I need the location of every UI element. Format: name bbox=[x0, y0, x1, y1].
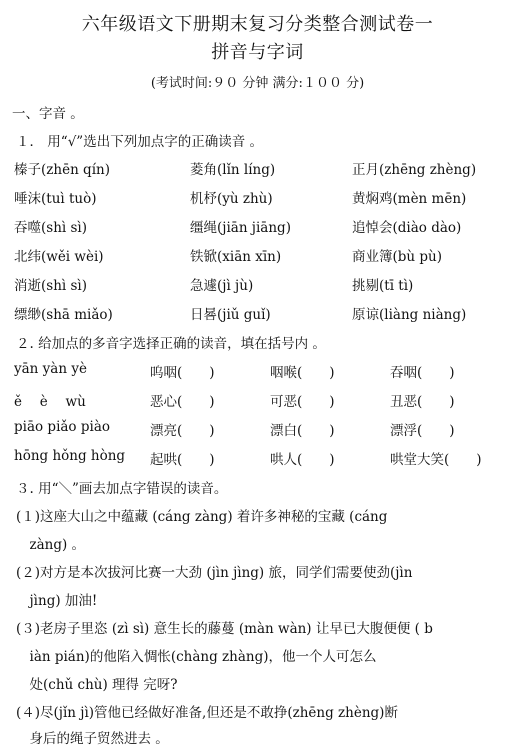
q3-line: jìng) 加油! bbox=[16, 593, 98, 609]
q2-pinyin: yān yàn yè bbox=[14, 361, 87, 377]
q2-item: 起哄( ) bbox=[150, 452, 215, 468]
q1-item: 消逝(shì sì) bbox=[14, 278, 88, 294]
q1-item: 北纬(wěi wèi) bbox=[14, 249, 104, 265]
q2-item: 吞咽( ) bbox=[390, 365, 455, 381]
q1-row bbox=[14, 274, 515, 294]
q2-row bbox=[14, 361, 510, 381]
q1-item: 挑剔(tī tì) bbox=[352, 278, 414, 294]
q3-line: zàng) 。 bbox=[16, 537, 86, 553]
q2-item: 哄人( ) bbox=[270, 452, 335, 468]
exam-info: (考试时间:９０ 分钟 满分:１００ 分) bbox=[150, 76, 365, 91]
q3-line: iàn pián)的他陷入惆怅(chàng zhàng)，他一个人可怎么 bbox=[16, 649, 377, 665]
question-1-label: １． 用“√”选出下列加点字的正确读音 。 bbox=[16, 134, 263, 150]
q1-row bbox=[14, 303, 515, 323]
q2-item: 漂亮( ) bbox=[150, 423, 215, 439]
section-heading: 一、字音 。 bbox=[12, 106, 84, 122]
q2-item: 可恶( ) bbox=[270, 394, 335, 410]
q1-item: 追悼会(diào dào) bbox=[352, 220, 462, 236]
question-2-label: ２. 给加点的多音字选择正确的读音，填在括号内 。 bbox=[16, 336, 326, 352]
q3-line: 处(chǔ chù) 理得 完呀? bbox=[16, 677, 178, 693]
q3-line: 身后的绳子贸然进去 。 bbox=[16, 731, 169, 747]
q1-item: 铁锨(xiān xīn) bbox=[190, 249, 282, 265]
q1-item: 机杼(yù zhù) bbox=[190, 191, 273, 207]
q2-item: 漂浮( ) bbox=[390, 423, 455, 439]
q3-line: (１)这座大山之中蕴藏 (cáng zàng) 着许多神秘的宝藏 (cáng bbox=[16, 509, 388, 525]
q2-row bbox=[14, 419, 510, 439]
q1-item: 正月(zhēng zhèng) bbox=[352, 162, 477, 178]
q1-row bbox=[14, 245, 515, 265]
q2-pinyin: ě è wù bbox=[14, 394, 86, 410]
question-3-label: ３. 用“＼”画去加点字错误的读音。 bbox=[16, 481, 228, 497]
q2-row bbox=[14, 390, 510, 410]
q3-line: (２)对方是本次拔河比赛一大劲 (jìn jìng) 旅，同学们需要使劲(jìn bbox=[16, 565, 413, 581]
q1-item: 商业簿(bù pù) bbox=[352, 249, 442, 265]
q1-item: 缰绳(jiān jiāng) bbox=[190, 220, 291, 236]
q2-pinyin: piāo piǎo piào bbox=[14, 419, 110, 435]
q3-line: (４)尽(jǐn jì)管他已经做好准备,但还是不敢挣(zhēng zhèng)断 bbox=[16, 705, 398, 721]
exam-title: 六年级语文下册期末复习分类整合测试卷一 bbox=[81, 14, 434, 35]
q1-item: 菱角(lǐn líng) bbox=[190, 162, 276, 178]
q2-item: 丑恶( ) bbox=[390, 394, 455, 410]
q1-item: 急遽(jì jù) bbox=[190, 278, 254, 294]
q1-item: 黄焖鸡(mèn mēn) bbox=[352, 191, 467, 207]
q1-item: 缥缈(shā miǎo) bbox=[14, 307, 113, 323]
exam-subtitle: 拼音与字词 bbox=[211, 42, 304, 63]
q1-row bbox=[14, 187, 515, 207]
q2-item: 呜咽( ) bbox=[150, 365, 215, 381]
q2-row bbox=[14, 448, 510, 468]
q2-item: 咽喉( ) bbox=[270, 365, 335, 381]
q1-row bbox=[14, 158, 515, 178]
q2-item: 哄堂大笑( ) bbox=[390, 452, 482, 468]
q1-item: 唾沫(tuì tuò) bbox=[14, 191, 97, 207]
q3-line: (３)老房子里恣 (zì sì) 意生长的藤蔓 (màn wàn) 让早已大腹便便 ( b bbox=[16, 621, 433, 637]
q2-item: 恶心( ) bbox=[150, 394, 215, 410]
q2-item: 漂白( ) bbox=[270, 423, 335, 439]
q1-item: 日晷(jiǔ guǐ) bbox=[190, 307, 271, 323]
q1-row bbox=[14, 216, 515, 236]
q1-item: 吞噬(shì sì) bbox=[14, 220, 88, 236]
q1-item: 原谅(liàng niàng) bbox=[352, 307, 467, 323]
q1-item: 榛子(zhēn qín) bbox=[14, 162, 110, 178]
q2-pinyin: hōng hǒng hòng bbox=[14, 448, 126, 464]
